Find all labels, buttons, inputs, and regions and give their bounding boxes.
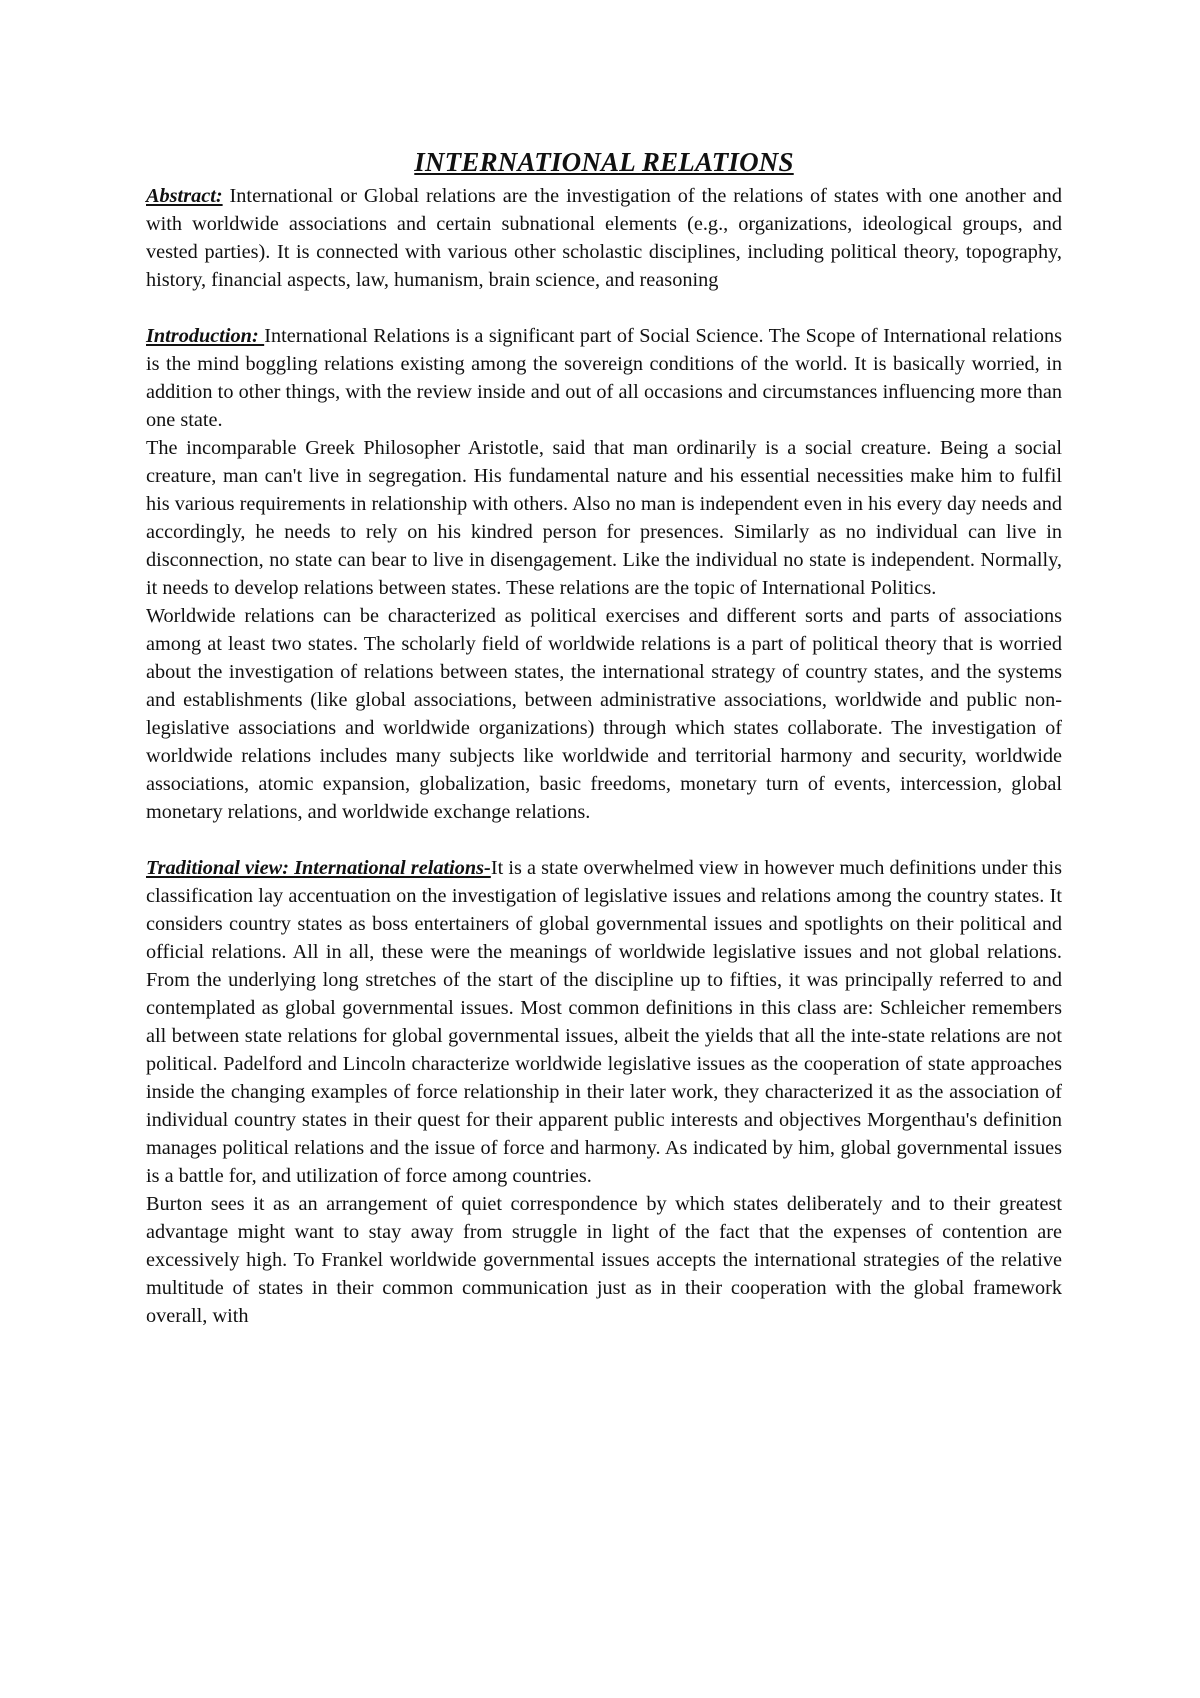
introduction-paragraph-3: Worldwide relations can be characterized as political exercises and different sorts and parts of associations among at least two states. The scholarly field of worldwide relations is a part of political theory that is worried about the investigation of relations between states, the international strategy of country states, and the systems and establishments (like global associations, between administrative associations, worldwide and public non-legislative associations and worldwide organizations) through which states collaborate. The investigation of worldwide relations includes many subjects like worldwide and territorial harmony and security, worldwide associations, atomic expansion, globalization, basic freedoms, monetary turn of events, intercession, global monetary relations, and worldwide exchange relations. [146,605,1062,823]
introduction-heading: Introduction: [146,325,265,347]
abstract-paragraph [146,182,1062,294]
traditional-view-heading: Traditional view: International relations- [146,857,491,879]
introduction-text-1: International Relations is a significant part of Social Science. The Scope of International relations is the mind boggling relations existing among the sovereign conditions of the world. It is basically worried, in addition to other things, with the review inside and out of all occasions and circumstances influencing more than one state. [146,325,1062,431]
traditional-view-paragraph-2: Burton sees it as an arrangement of quiet correspondence by which states deliberately and to their greatest advantage might want to stay away from struggle in light of the fact that the expenses of contention are excessively high. To Frankel worldwide governmental issues accepts the international strategies of the relative multitude of states in their common communication just as in their cooperation with the global framework overall, with [146,1193,1062,1327]
paragraph-gap [146,826,1062,854]
introduction-paragraph-1 [146,322,1062,434]
abstract-heading: Abstract: [146,185,223,207]
document-body [146,146,1062,1330]
paragraph-gap [146,294,1062,322]
document-title: INTERNATIONAL RELATIONS [414,147,794,177]
introduction-paragraph-2: The incomparable Greek Philosopher Aristotle, said that man ordinarily is a social creature. Being a social creature, man can't live in segregation. His fundamental nature and his essential necessities make him to fulfil his various requirements in relationship with others. Also no man is independent even in his every day needs and accordingly, he needs to rely on his kindred person for presences. Similarly as no individual can live in disconnection, no state can bear to live in disengagement. Like the individual no state is independent. Normally, it needs to develop relations between states. These relations are the topic of International Politics. [146,437,1062,599]
traditional-view-paragraph-1 [146,854,1062,1190]
traditional-view-text-1: It is a state overwhelmed view in however much definitions under this classification lay accentuation on the investigation of legislative issues and relations among the country states. It considers country states as boss entertainers of global governmental issues and spotlights on their political and official relations. All in all, these were the meanings of worldwide legislative issues and not global relations. From the underlying long stretches of the start of the discipline up to fifties, it was principally referred to and contemplated as global governmental issues. Most common definitions in this class are: Schleicher remembers all between state relations for global governmental issues, albeit the yields that all the inte-state relations are not political. Padelford and Lincoln characterize worldwide legislative issues as the cooperation of state approaches inside the changing examples of force relationship in their later work, they characterized it as the association of individual country states in their quest for their apparent public interests and objectives Morgenthau's definition manages political relations and the issue of force and harmony. As indicated by him, global governmental issues is a battle for, and utilization of force among countries. [146,857,1062,1187]
abstract-text: International or Global relations are the investigation of the relations of states with one another and with worldwide associations and certain subnational elements (e.g., organizations, ideological groups, and vested parties). It is connected with various other scholastic disciplines, including political theory, topography, history, financial aspects, law, humanism, brain science, and reasoning [146,185,1062,291]
